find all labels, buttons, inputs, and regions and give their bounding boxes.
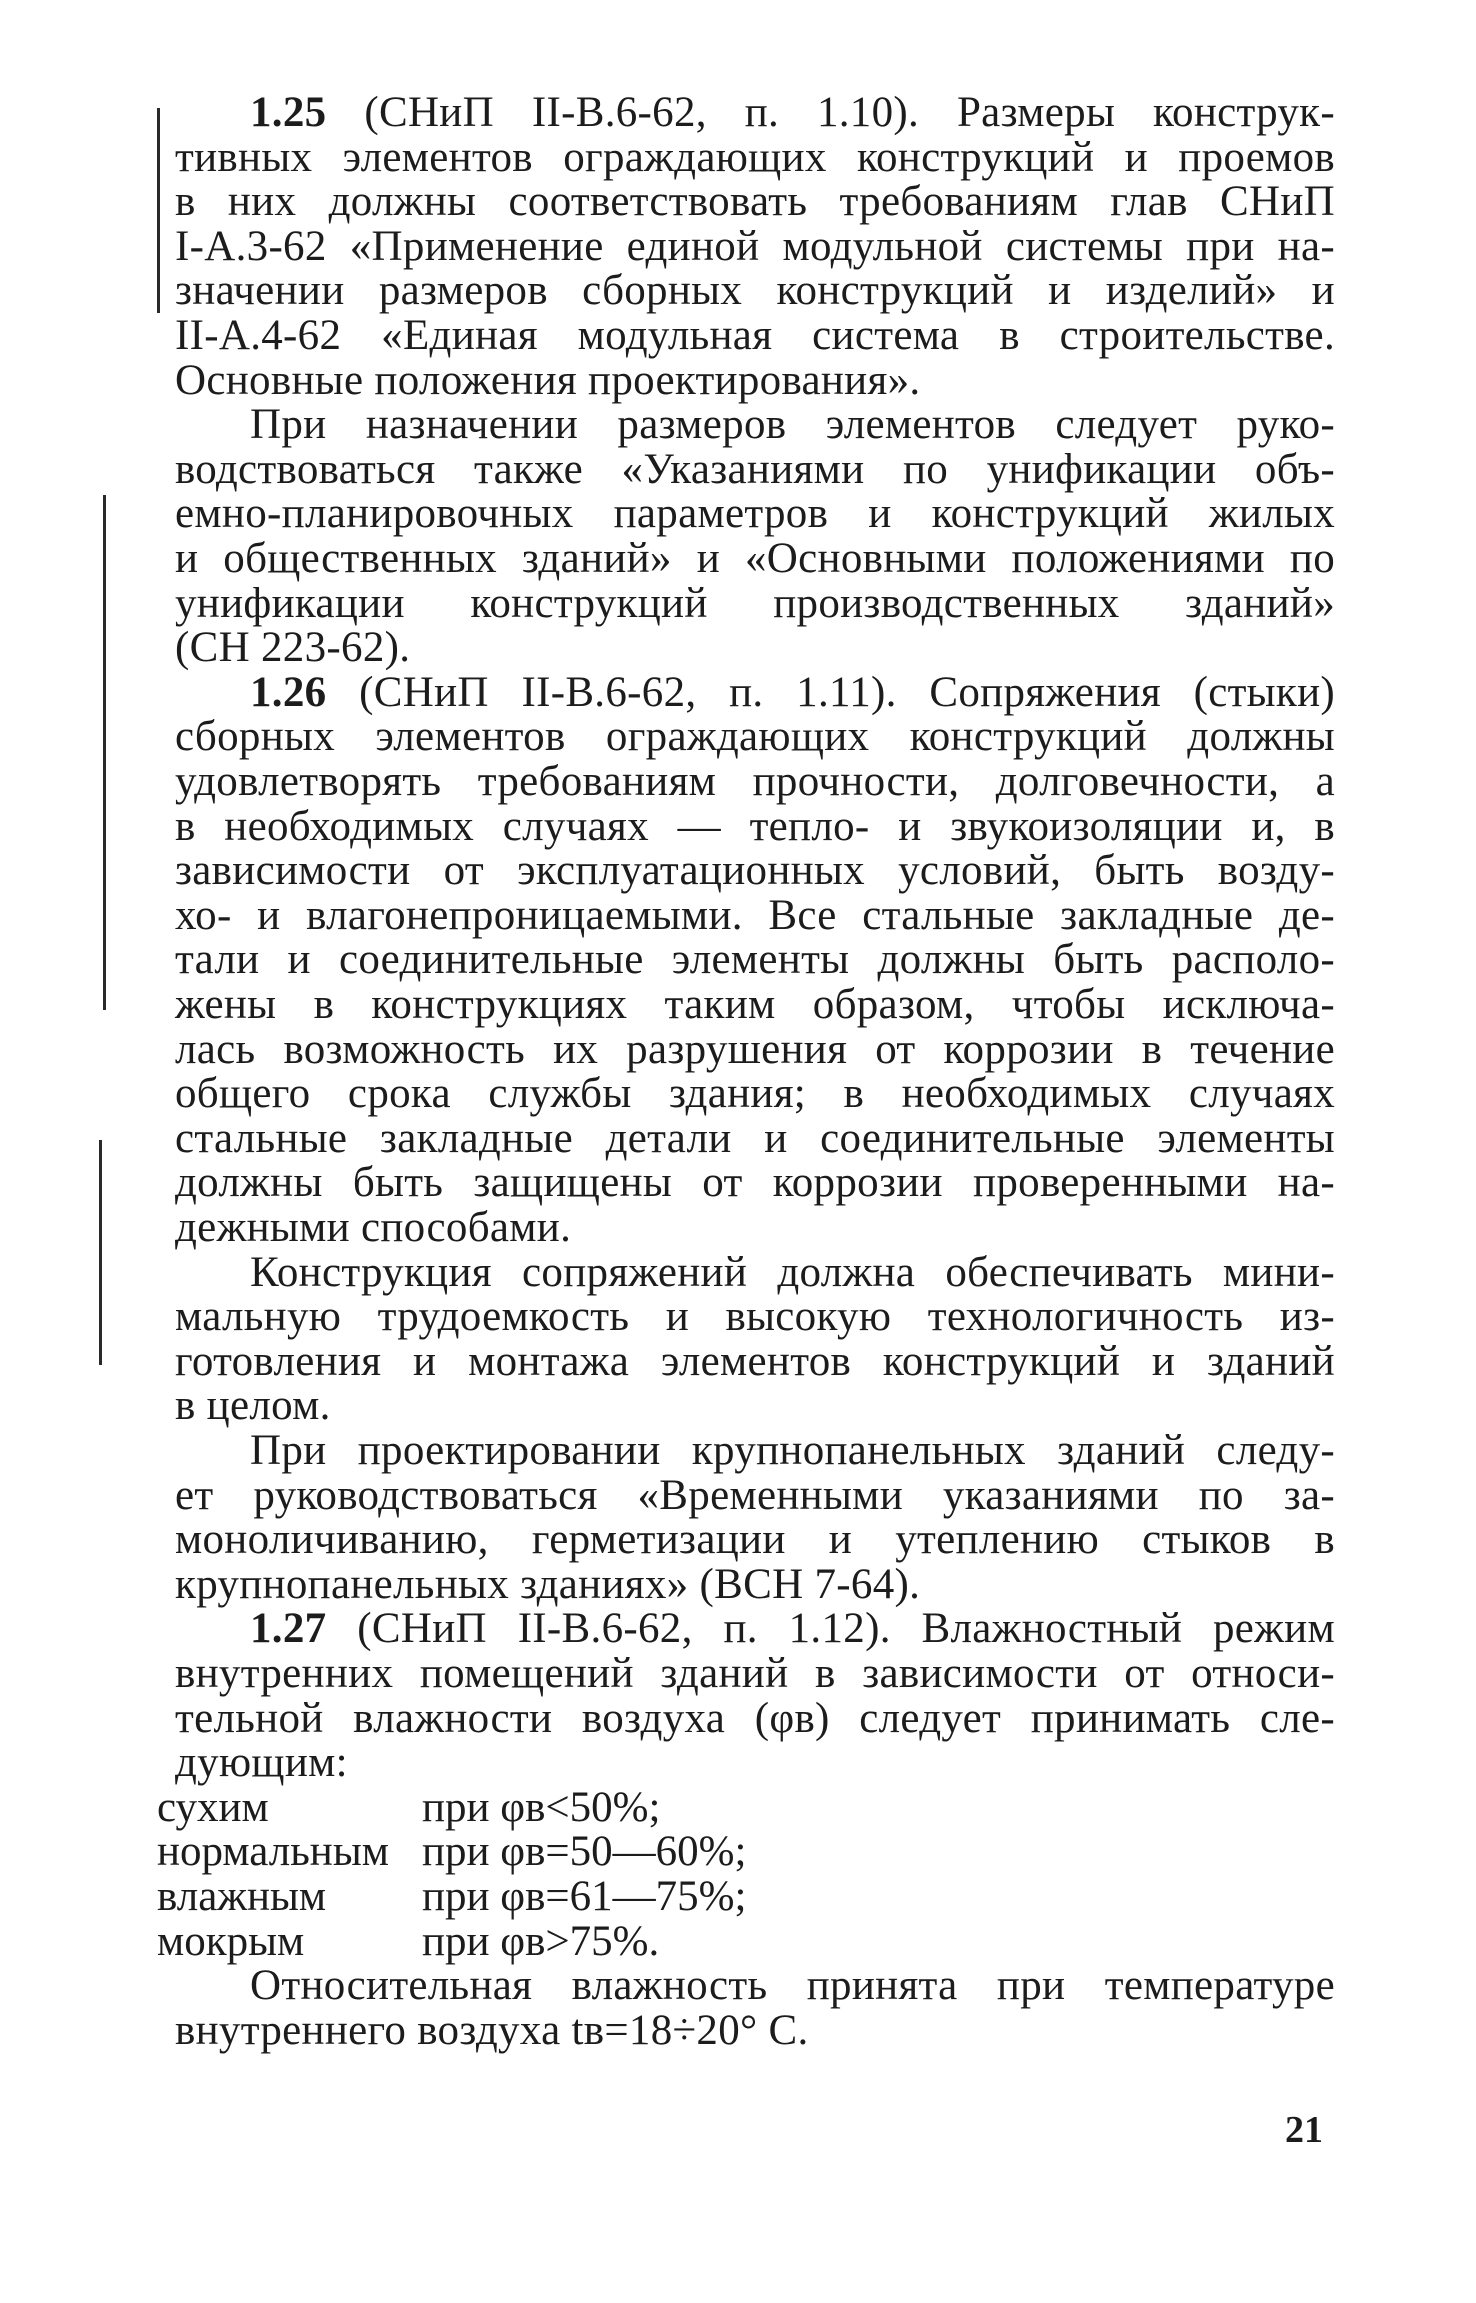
- regime-name: нормальным: [157, 1828, 389, 1876]
- text-line: 1.27 (СНиП II-В.6-62, п. 1.12). Влажностный режим: [250, 1605, 1335, 1653]
- text-line: моноличиванию, герметизации и утеплению стыков в: [175, 1516, 1335, 1564]
- text-line: в них должны соответствовать требованиям глав СНиП: [175, 178, 1335, 226]
- text-line: стальные закладные детали и соединительные элементы: [175, 1114, 1335, 1162]
- text-line: значении размеров сборных конструкций и изделий» и: [175, 267, 1335, 315]
- text-line: готовления и монтажа элементов конструкций и зданий: [175, 1337, 1335, 1385]
- regime-name: мокрым: [157, 1917, 305, 1965]
- text-line: должны быть защищены от коррозии проверенными на-: [175, 1159, 1335, 1207]
- text-line: жены в конструкциях таким образом, чтобы исключа-: [175, 981, 1335, 1028]
- text-line: При проектировании крупнопанельных зданий следу-: [250, 1427, 1335, 1474]
- text-line: При назначении размеров элементов следует руко-: [250, 401, 1335, 449]
- text-line: (СН 223-62).: [175, 624, 411, 672]
- text-line: дующим:: [175, 1739, 348, 1787]
- regime-condition: при φв>75%.: [422, 1917, 660, 1965]
- regime-condition: при φв=50—60%;: [422, 1828, 747, 1876]
- text-line: I-А.3-62 «Применение единой модульной системы при на-: [175, 222, 1335, 270]
- text-line: общего срока службы здания; в необходимых случаях: [175, 1070, 1335, 1118]
- text-line: 1.25 (СНиП II-В.6-62, п. 1.10). Размеры конструк-: [250, 89, 1335, 136]
- regime-condition: при φв=61—75%;: [422, 1873, 747, 1920]
- page-number: 21: [1285, 2109, 1323, 2151]
- text-line: Конструкция сопряжений должна обеспечивать мини-: [250, 1248, 1335, 1296]
- text-line: II-А.4-62 «Единая модульная система в строительстве.: [175, 312, 1335, 359]
- margin-bar: [99, 1140, 102, 1365]
- text-line: мальную трудоемкость и высокую технологичность из-: [175, 1293, 1335, 1341]
- text-line: Относительная влажность принята при температуре: [250, 1962, 1335, 2010]
- margin-bar: [157, 108, 160, 313]
- text-line: тивных элементов ограждающих конструкций и проемов: [175, 133, 1335, 181]
- text-line: Основные положения проектирования».: [175, 356, 921, 404]
- regime-name: влажным: [157, 1873, 327, 1920]
- text-line: крупнопанельных зданиях» (ВСН 7-64).: [175, 1560, 921, 1608]
- text-line: лась возможность их разрушения от коррозии в течение: [175, 1025, 1335, 1073]
- text-line: зависимости от эксплуатационных условий, быть возду-: [175, 847, 1335, 895]
- text-line: унификации конструкций производственных зданий»: [175, 579, 1335, 627]
- text-line: емно-планировочных параметров и конструкций жилых: [175, 490, 1335, 538]
- text-line: сборных элементов ограждающих конструкций должны: [175, 713, 1335, 761]
- margin-bar: [103, 495, 106, 1010]
- regime-name: сухим: [157, 1783, 269, 1831]
- text-line: 1.26 (СНиП II-В.6-62, п. 1.11). Сопряжения (стыки): [250, 668, 1335, 716]
- text-line: хо- и влагонепроницаемыми. Все стальные закладные де-: [175, 891, 1335, 939]
- text-line: тельной влажности воздуха (φв) следует принимать сле-: [175, 1694, 1335, 1742]
- text-line: в целом.: [175, 1382, 331, 1430]
- text-line: ет руководствоваться «Временными указаниями по за-: [175, 1471, 1335, 1519]
- text-line: водствоваться также «Указаниями по унификации объ-: [175, 445, 1335, 493]
- text-line: внутреннего воздуха tв=18÷20° С.: [175, 2006, 809, 2054]
- text-line: удовлетворять требованиям прочности, долговечности, а: [175, 758, 1335, 805]
- text-line: и общественных зданий» и «Основными положениями по: [175, 535, 1335, 582]
- text-line: дежными способами.: [175, 1204, 572, 1251]
- regime-condition: при φв<50%;: [422, 1783, 661, 1831]
- text-line: тали и соединительные элементы должны быть располо-: [175, 936, 1335, 984]
- text-line: в необходимых случаях — тепло- и звукоизоляции и, в: [175, 802, 1335, 850]
- text-line: внутренних помещений зданий в зависимости от относи-: [175, 1650, 1335, 1697]
